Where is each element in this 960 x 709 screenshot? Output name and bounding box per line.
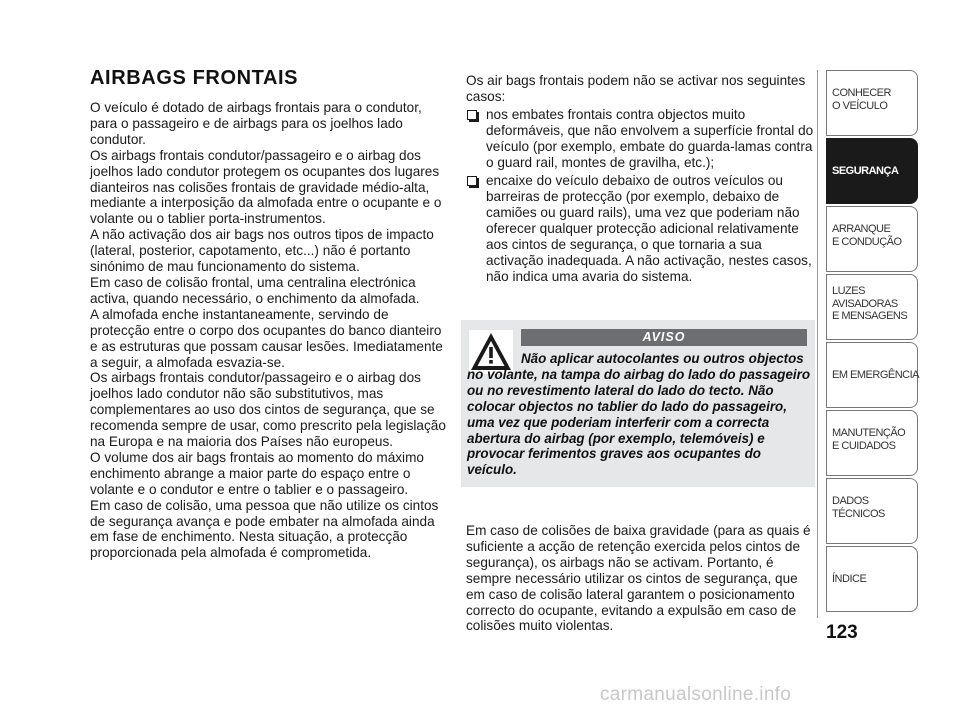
tab-label: EM EMERGÊNCIA (832, 369, 920, 381)
tab-label: AVISADORAS (832, 297, 898, 310)
paragraph: Em caso de colisão, uma pessoa que não utilize os cintos de segurança avança e pode embater na almofada ainda em fase de enchimento. Nesta situação, a protecção proporcionada pela almofada é comprometida. (90, 497, 439, 561)
paragraph: O volume dos air bags frontais ao momento do máximo enchimento abrange a maior parte do espaço entre o volante e o condutor e entre o tablier e o passageiro. (90, 449, 424, 497)
tab-luzes-avisadoras[interactable] (826, 274, 918, 340)
tab-label: E CUIDADOS (832, 439, 896, 452)
left-column (90, 100, 446, 561)
bottom-paragraph: Em caso de colisões de baixa gravidade (para as quais é suficiente a acção de retenção exercida pelos cintos de segurança), os airbags não se activam. Portanto, é sempre necessário utilizar os cintos de segurança, que em caso de colisão lateral garantem o posicionamento correcto do ocupante, evitando a expulsão em caso de colisões muito violentas. (466, 523, 811, 634)
tab-label: TÉCNICOS (832, 507, 885, 520)
tab-label: E CONDUÇÃO (832, 235, 902, 248)
warning-label: AVISO (521, 329, 807, 346)
tab-label: ARRANQUE (832, 223, 891, 235)
tab-conhecer-o-veiculo[interactable] (826, 70, 918, 136)
tab-seguranca[interactable] (826, 138, 918, 204)
list-item-text: nos embates frontais contra objectos muito deformáveis, que não envolvem a superfície frontal do veículo (por exemplo, embate do guarda-lamas contra o guard rail, montes de gravilha, etc.); (486, 106, 814, 170)
page-title: AIRBAGS FRONTAIS (90, 67, 299, 89)
paragraph: A não activação dos air bags nos outros tipos de impacto (lateral, posterior, capotamento, etc...) não é portanto sinónimo de mau funcionamento do sistema. (90, 227, 434, 275)
tab-label: ÍNDICE (832, 573, 867, 585)
list-item (466, 107, 816, 171)
list-item-text: encaixe do veículo debaixo de outros veículos ou barreiras de protecção (por exemplo, debaixo de camiões ou guard rails), uma vez que poderiam não oferecer qualquer protecção adicional relativamente aos cintos de segurança, o que tornaria a sua activação inadequada. A não activação, nestes casos, não indica uma avaria do sistema. (486, 173, 812, 284)
intro-paragraph: Os air bags frontais podem não se activar nos seguintes casos: (466, 73, 806, 104)
paragraph: O veículo é dotado de airbags frontais para o condutor, para o passageiro e de airbags para os joelhos lado condutor. (90, 100, 422, 147)
bullet-list (466, 107, 816, 285)
page-number: 123 (826, 622, 858, 643)
tab-em-emergencia[interactable] (826, 342, 918, 408)
paragraph: Em caso de colisão frontal, uma centralina electrónica activa, quando necessário, o enchimento da almofada. (90, 274, 420, 306)
tab-label: MANUTENÇÃO (832, 427, 906, 439)
tab-label: E MENSAGENS (832, 310, 908, 322)
checkbox-bullet-icon (467, 176, 477, 186)
tab-dados-tecnicos[interactable] (826, 478, 918, 544)
tab-label: O VEÍCULO (832, 99, 888, 112)
tab-indice[interactable] (826, 546, 918, 612)
watermark: carmanualsonline.info (600, 684, 792, 705)
tab-label: LUZES (832, 285, 865, 297)
warning-box (461, 320, 815, 487)
paragraph: A almofada enche instantaneamente, servindo de protecção entre o corpo dos ocupantes do banco dianteiro e as estruturas que possam causar lesões. Imediatamente a seguir, a almofada esvazia-se. (90, 306, 443, 370)
tab-manutencao-e-cuidados[interactable] (826, 410, 918, 476)
checkbox-bullet-icon (467, 110, 477, 120)
tab-label: CONHECER (832, 87, 891, 99)
paragraph: Os airbags frontais condutor/passageiro e o airbag dos joelhos lado condutor protegem os ocupantes dos lugares dianteiros nas colisões frontais de gravidade médio-alta, mediante a interposição da almofada entre o ocupante e o volante ou o tablier porta-instrumentos. (90, 147, 442, 227)
tab-label: SEGURANÇA (832, 165, 899, 177)
list-item (466, 173, 816, 284)
warning-text: Não aplicar autocolantes ou outros objectos no volante, na tampa do airbag do lado do passageiro ou no revestimento lateral do lado do tecto. Não colocar objectos no tablier do lado do passageiro, uma vez que poderiam interferir com a correcta abertura do airbag (por exemplo, telemóveis) e provocar ferimentos graves aos ocupantes do veículo. (467, 351, 811, 478)
right-column (466, 73, 816, 288)
paragraph: Os airbags frontais condutor/passageiro e o airbag dos joelhos lado condutor não são substitutivos, mas complementares ao uso dos cintos de segurança, que se recomenda sempre de usar, como prescrito pela legislação na Europa e na maioria dos Países não europeus. (90, 370, 446, 450)
chapter-tabs (826, 70, 918, 614)
tab-label: DADOS (832, 495, 869, 507)
divider (817, 70, 818, 618)
tab-arranque-e-conducao[interactable] (826, 206, 918, 272)
